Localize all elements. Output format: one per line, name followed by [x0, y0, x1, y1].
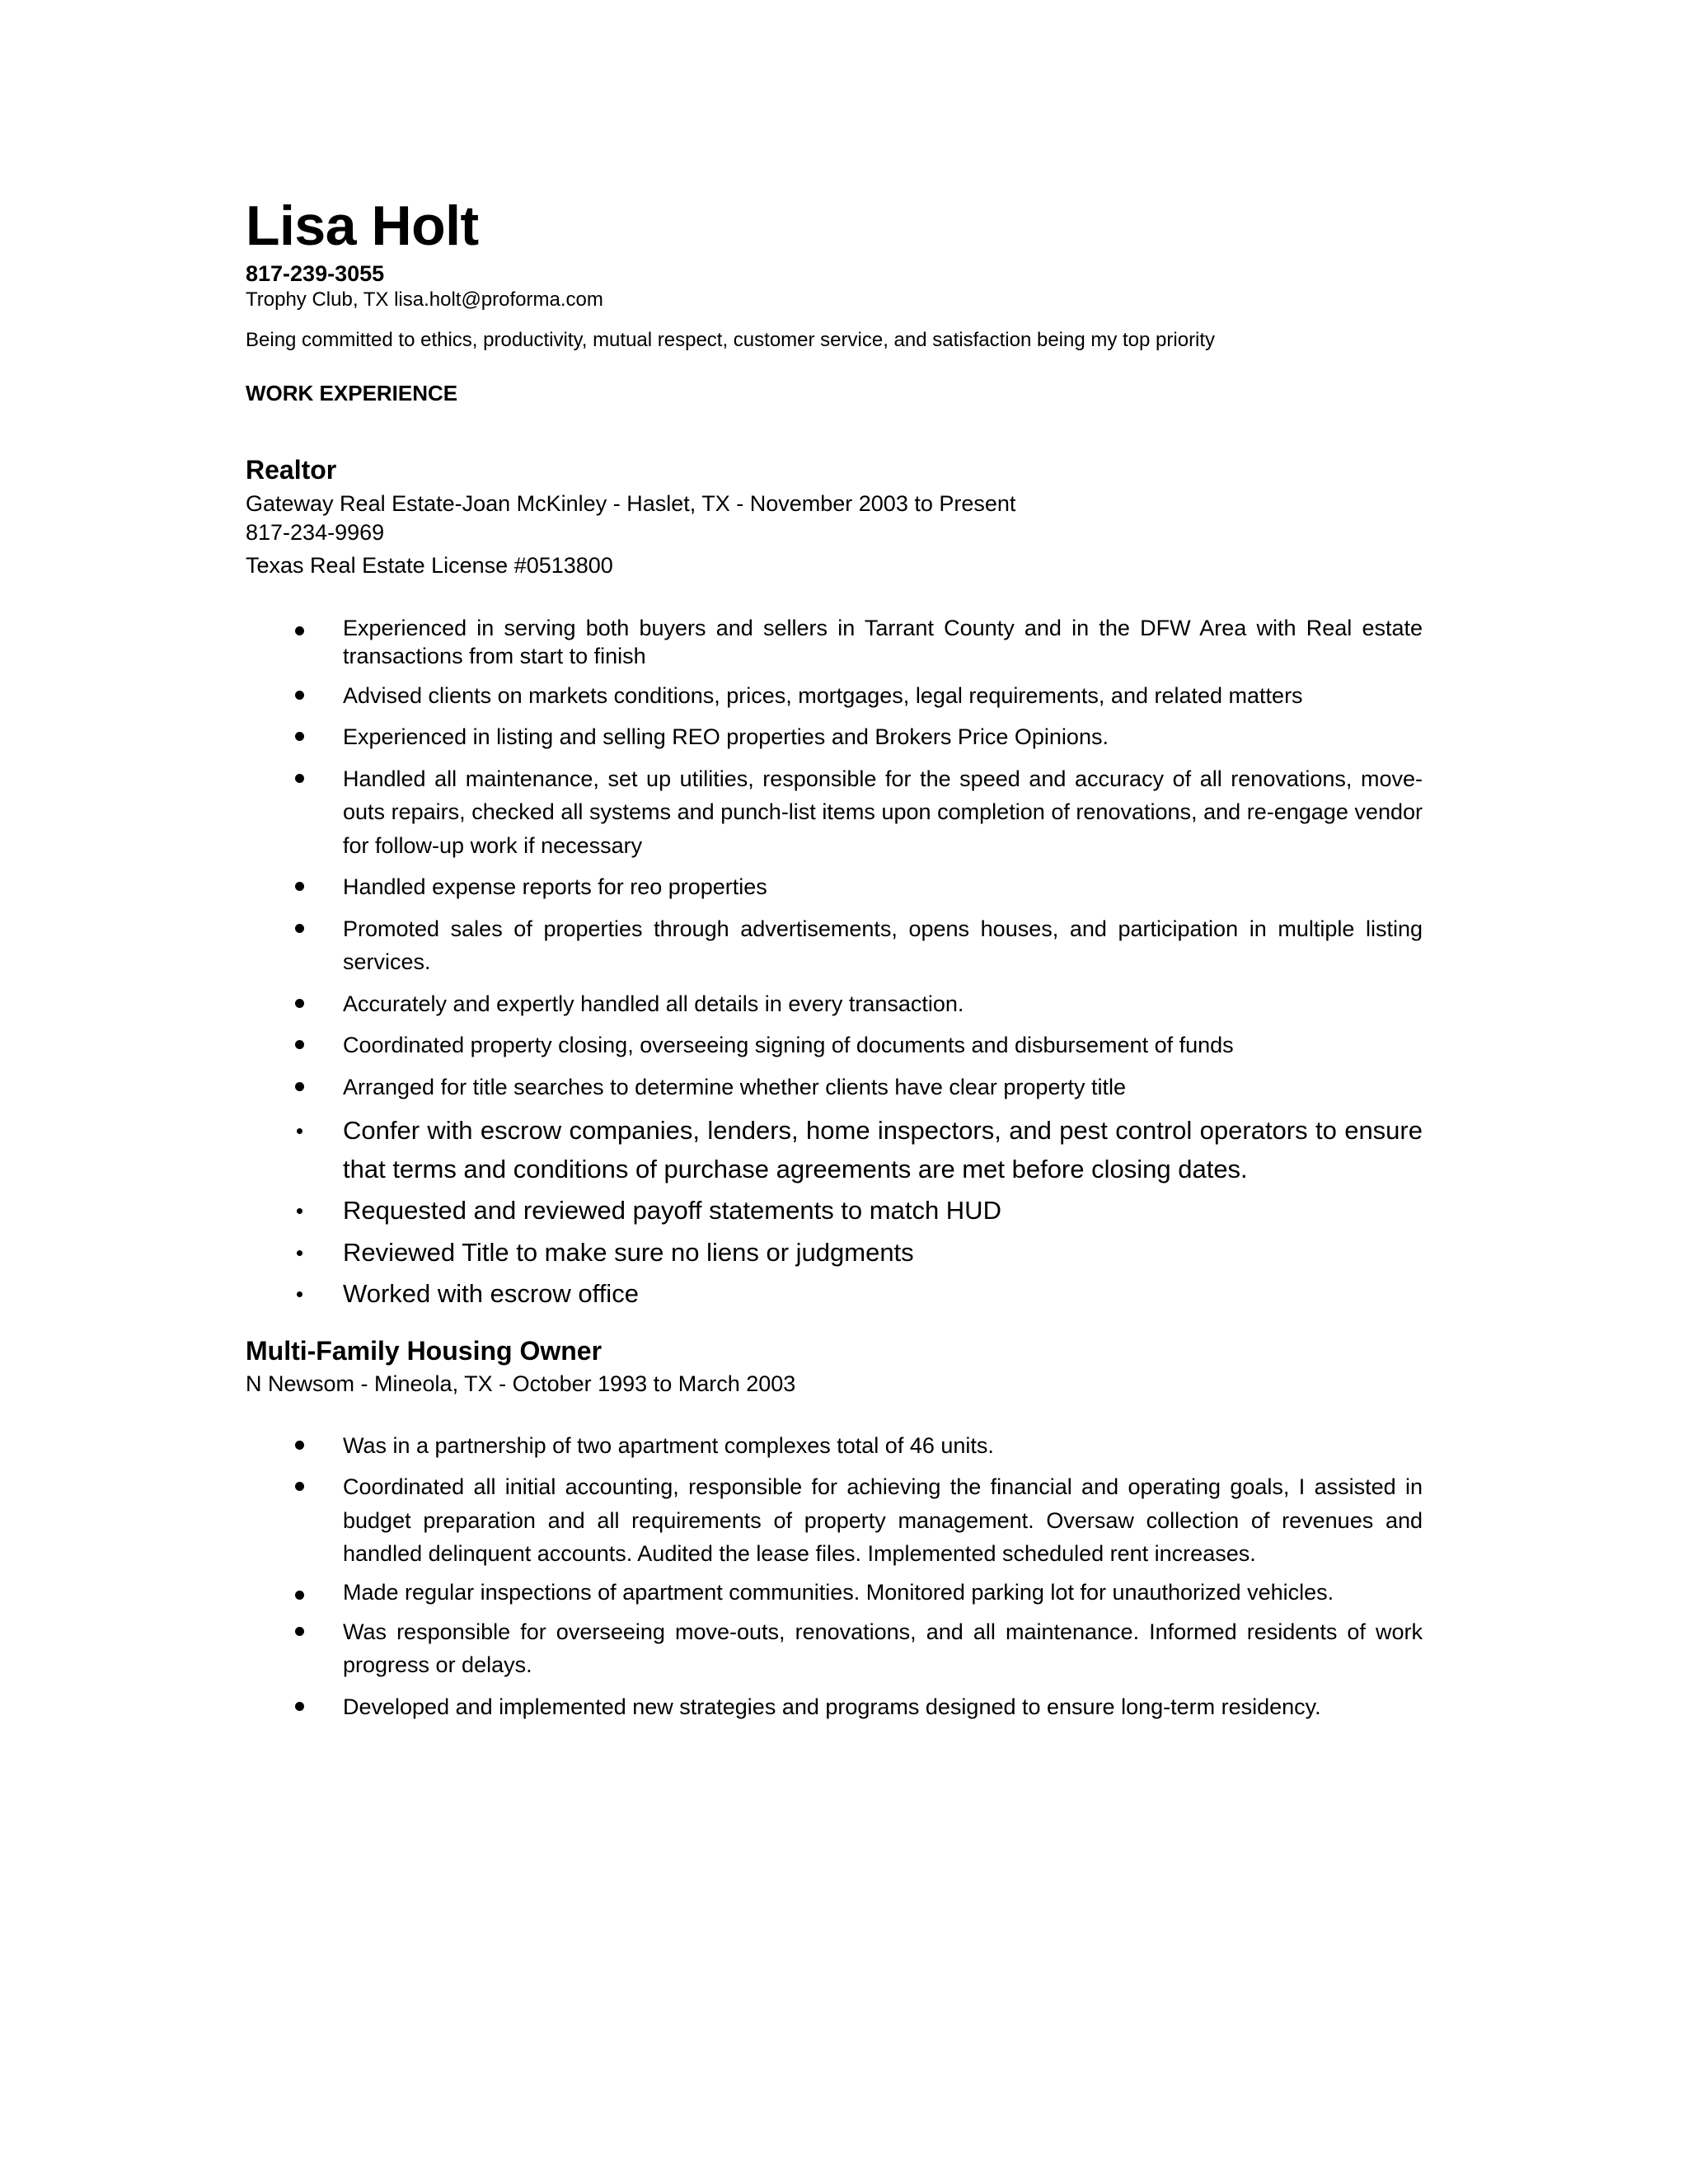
bullet-icon — [295, 1482, 304, 1491]
job-title: Multi-Family Housing Owner — [246, 1335, 603, 1366]
bullet-icon — [295, 1702, 304, 1711]
resume-page — [246, 194, 1424, 1732]
list-item-text: Developed and implemented new strategies and programs designed to ensure long-term residency. — [343, 1694, 1321, 1719]
bullet-icon — [297, 1208, 302, 1214]
candidate-summary: Being committed to ethics, productivity, mutual respect, customer service, and satisfaction being my top priority — [246, 329, 1216, 352]
list-item — [246, 1192, 1423, 1230]
bullet-icon — [295, 924, 304, 933]
list-item-text: Handled expense reports for reo properties — [343, 874, 767, 900]
bullet-icon — [295, 691, 304, 700]
list-item — [246, 1429, 1423, 1463]
job-employer-line: Gateway Real Estate-Joan McKinley - Haslet, TX - November 2003 to Present — [246, 490, 1016, 516]
list-item-text: Coordinated all initial accounting, responsible for achieving the financial and operating goals, I assisted in budget preparation and all requirements of property management. Oversaw collection of revenues and handled delinquent accounts. Audited the lease files. Implemented scheduled rent increases. — [343, 1474, 1423, 1567]
candidate-phone: 817-239-3055 — [246, 261, 385, 286]
job-bullet-list — [246, 615, 1424, 1314]
list-item — [246, 987, 1423, 1021]
list-item-text: Requested and reviewed payoff statements to match HUD — [343, 1196, 1001, 1226]
job-employer-line: N Newsom - Mineola, TX - October 1993 to March 2003 — [246, 1371, 796, 1397]
list-item — [246, 1112, 1423, 1188]
list-item-text: Handled all maintenance, set up utilities, responsible for the speed and accuracy of all renovations, move-outs repairs, checked all systems and punch-list items upon completion of renovations, and re-engage vendor for follow-up work if necessary — [343, 766, 1423, 858]
list-item-text: Experienced in listing and selling REO properties and Brokers Price Opinions. — [343, 724, 1109, 750]
list-item-text: Confer with escrow companies, lenders, home inspectors, and pest control operators to ensure that terms and conditions of purchase agreements are met before closing dates. — [343, 1116, 1423, 1183]
bullet-icon — [295, 1082, 304, 1091]
job-title: Realtor — [246, 455, 337, 485]
list-item — [246, 679, 1423, 713]
job-realtor — [246, 454, 1424, 1314]
candidate-name: Lisa Holt — [246, 194, 479, 257]
bullet-icon — [295, 1040, 304, 1049]
job-multi-family-owner — [246, 1335, 1424, 1723]
bullet-icon — [295, 774, 304, 783]
list-item — [246, 1579, 1423, 1607]
list-item-text: Advised clients on markets conditions, prices, mortgages, legal requirements, and related matters — [343, 682, 1303, 708]
bullet-icon — [297, 1291, 302, 1297]
bullet-icon — [295, 1591, 304, 1600]
bullet-icon — [295, 626, 304, 635]
list-item-text: Was in a partnership of two apartment complexes total of 46 units. — [343, 1432, 994, 1458]
job-phone: 817-234-9969 — [246, 520, 385, 546]
bullet-icon — [297, 1250, 302, 1256]
list-item — [246, 1029, 1423, 1062]
bullet-icon — [295, 1441, 304, 1450]
list-item — [246, 1234, 1423, 1272]
bullet-icon — [295, 732, 304, 741]
list-item — [246, 870, 1423, 904]
list-item-text: Promoted sales of properties through advertisements, opens houses, and participation in multiple listing services. — [343, 916, 1423, 975]
list-item-text: Arranged for title searches to determine whether clients have clear property title — [343, 1074, 1126, 1099]
list-item — [246, 1615, 1423, 1682]
candidate-location-email: Trophy Club, TX lisa.holt@proforma.com — [246, 288, 603, 312]
list-item — [246, 1690, 1423, 1724]
list-item — [246, 615, 1423, 671]
bullet-icon — [297, 1128, 302, 1134]
job-license: Texas Real Estate License #0513800 — [246, 552, 613, 578]
bullet-icon — [295, 1627, 304, 1636]
list-item-text: Experienced in serving both buyers and sellers in Tarrant County and in the DFW Area with Real estate transactions from start to finish — [343, 616, 1423, 669]
list-item-text: Reviewed Title to make sure no liens or judgments — [343, 1237, 914, 1267]
work-experience-heading: WORK EXPERIENCE — [246, 380, 458, 405]
list-item-text: Worked with escrow office — [343, 1279, 639, 1309]
bullet-icon — [295, 999, 304, 1008]
list-item — [246, 762, 1423, 863]
list-item — [246, 720, 1423, 754]
bullet-icon — [295, 882, 304, 891]
list-item-text: Was responsible for overseeing move-outs, renovations, and all maintenance. Informed residents of work progress or delays. — [343, 1619, 1423, 1678]
list-item-text: Accurately and expertly handled all details in every transaction. — [343, 991, 964, 1016]
list-item — [246, 1275, 1423, 1314]
list-item — [246, 1071, 1423, 1104]
list-item-text: Coordinated property closing, overseeing signing of documents and disbursement of funds — [343, 1033, 1234, 1058]
list-item-text: Made regular inspections of apartment communities. Monitored parking lot for unauthorized vehicles. — [343, 1579, 1334, 1605]
job-bullet-list — [246, 1429, 1424, 1723]
list-item — [246, 1470, 1423, 1571]
list-item — [246, 912, 1423, 979]
